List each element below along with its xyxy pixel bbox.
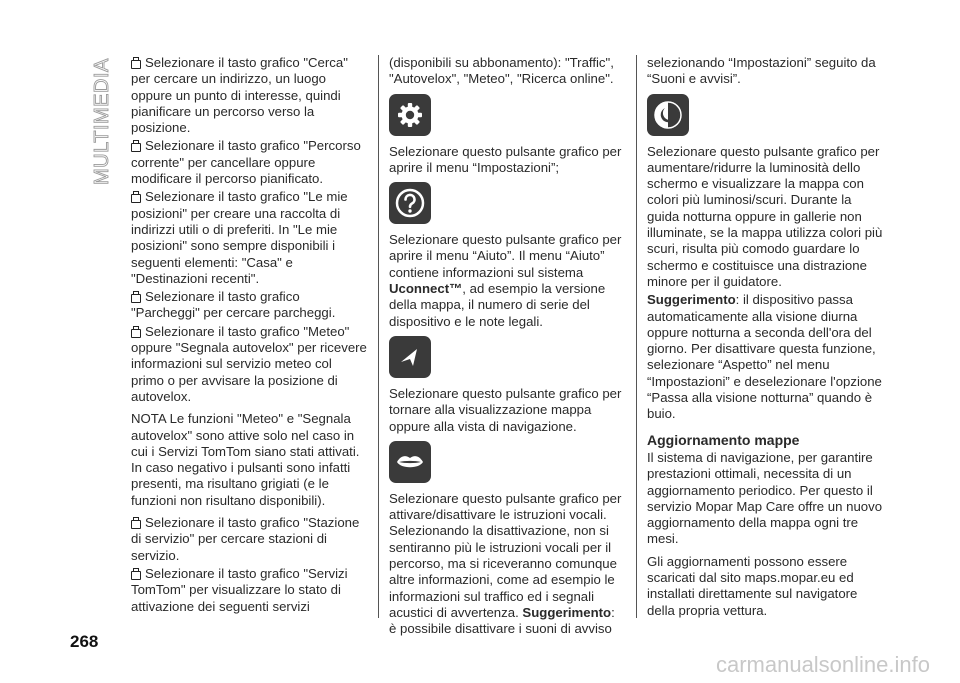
checkbox-bullet-icon [131, 518, 141, 528]
column-3 [647, 55, 883, 621]
paragraph: Suggerimento: il dispositivo passa automaticamente alla visione diurna oppure notturna a seconda dell'ora del giorno. Per disattivare questa funzione, selezionare “Aspetto” nel menu “Impostazioni” e deselezionare l'opzione “Passa alla visione notturna” quando è buio. [647, 292, 882, 422]
paragraph: Selezionare questo pulsante grafico per aprire il menu “Impostazioni”; [389, 143, 622, 175]
column-divider [636, 55, 637, 618]
column-2 [389, 55, 625, 640]
column-1 [131, 55, 367, 617]
column-divider [378, 55, 379, 618]
list-item: Selezionare il tasto grafico "Parcheggi" per cercare parcheggi. [131, 289, 336, 321]
help-question-icon [389, 182, 431, 224]
paragraph: Selezionare questo pulsante grafico per aumentare/ridurre la luminosità dello schermo e visualizzare la mappa con colori più luminosi/scuri. Durante la guida notturna oppure in gallerie non illuminate, se la mappa utilizza colori più scuri, risulta più comodo guardare lo schermo e costituisce una distrazione minore per il guidatore. [647, 143, 883, 289]
checkbox-bullet-icon [131, 192, 141, 202]
watermark: carmanualsonline.info [715, 652, 930, 677]
checkbox-bullet-icon [131, 327, 141, 337]
settings-gear-icon [389, 94, 431, 136]
paragraph: selezionando “Impostazioni” seguito da “Suoni e avvisi”. [647, 55, 876, 87]
list-item: Selezionare il tasto grafico "Cerca" per cercare un indirizzo, un luogo oppure un punto di interesse, quindi pianificare un percorso verso la posizione. [131, 55, 348, 136]
note-paragraph: NOTA Le funzioni "Meteo" e "Segnala autovelox" sono attive solo nel caso in cui i Servizi TomTom siano stati attivati. In caso negativo i pulsanti sono infatti presenti, ma risultano grigiati (e le funzioni non risultano disponibili). [131, 411, 360, 508]
paragraph: Selezionare questo pulsante grafico per tornare alla visualizzazione mappa oppure alla vista di navigazione. [389, 385, 622, 434]
list-item: Selezionare il tasto grafico "Servizi TomTom" per visualizzare lo stato di attivazione dei seguenti servizi [131, 565, 348, 614]
section-side-label-text: MULTIMEDIA [91, 58, 113, 185]
paragraph: (disponibili su abbonamento): "Traffic", "Autovelox", "Meteo", "Ricerca online". [389, 55, 614, 87]
checkbox-bullet-icon [131, 58, 141, 68]
voice-lips-icon [389, 441, 431, 483]
checkbox-bullet-icon [131, 569, 141, 579]
day-night-brightness-icon [647, 94, 689, 136]
checkbox-bullet-icon [131, 141, 141, 151]
list-item: Selezionare il tasto grafico "Percorso corrente" per cancellare oppure modificare il percorso pianificato. [131, 138, 361, 187]
section-side-label [78, 52, 122, 192]
list-item: Selezionare il tasto grafico "Meteo" oppure "Segnala autovelox" per ricevere informazioni sul servizio meteo col primo o per avvisare la posizione di autovelox. [131, 323, 367, 404]
paragraph: Il sistema di navigazione, per garantire prestazioni ottimali, necessita di un aggiornamento periodico. Per questo il servizio Mopar Map Care offre un nuovo aggiornamento della mappa ogni tre mesi. [647, 449, 883, 547]
page-number: 268 [70, 632, 99, 651]
checkbox-bullet-icon [131, 292, 141, 302]
paragraph: Selezionare questo pulsante grafico per aprire il menu “Aiuto”. Il menu “Aiuto” contiene informazioni sul sistema Uconnect™, ad esempio la versione della mappa, il numero di serie del dispositivo e le note legali. [389, 232, 622, 329]
list-item: Selezionare il tasto grafico "Stazione di servizio" per cercare stazioni di servizio. [131, 515, 360, 563]
paragraph: Gli aggiornamenti possono essere scaricati dal sito maps.mopar.eu ed installati direttamente sul navigatore della propria vettura. [647, 553, 858, 618]
section-heading: Aggiornamento mappe [647, 431, 800, 448]
paragraph: Selezionare questo pulsante grafico per attivare/disattivare le istruzioni vocali. Selezionando la disattivazione, non si sentiranno più le istruzioni vocali per il percorso, ma si riceveranno comunque altre informazioni, come ad esempio le informazioni sul traffico ed i segnali acustici di avvertenza. Suggerimento: è possibile disattivare i suoni di avviso [389, 490, 622, 637]
list-item: Selezionare il tasto grafico "Le mie posizioni" per creare una raccolta di indirizzi utili o di preferiti. In "Le mie posizioni" sono sempre disponibili i seguenti elementi: "Casa" e "Destinazioni recenti". [131, 189, 348, 286]
navigation-arrow-icon [389, 336, 431, 378]
